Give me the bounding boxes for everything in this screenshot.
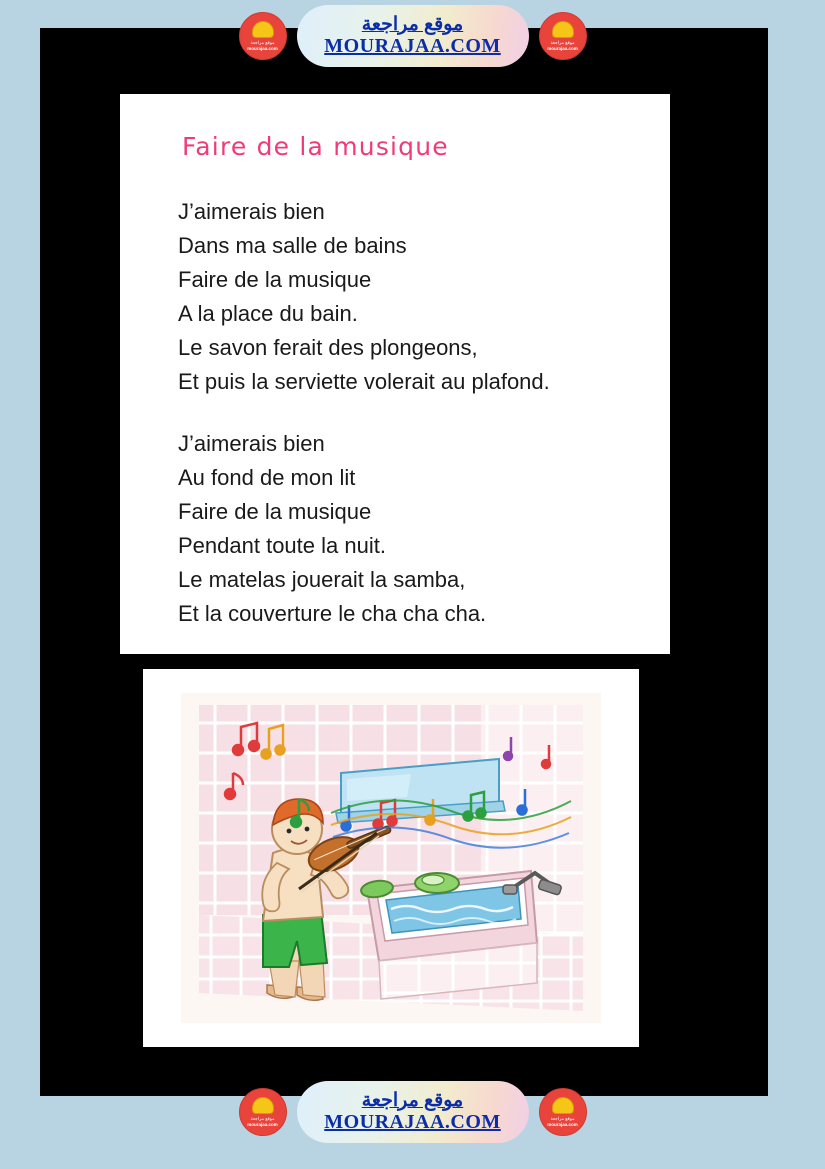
poem-line: Pendant toute la nuit. (178, 533, 386, 558)
watermark-arabic-text: موقع مراجعة (361, 1089, 464, 1111)
logo-latin-text: mourajaa.com (547, 1122, 578, 1127)
poem-line: Et la couverture le cha cha cha. (178, 601, 487, 626)
illustration-card (143, 669, 639, 1047)
poem-text-card (120, 94, 670, 654)
poem-line: Faire de la musique (178, 499, 372, 524)
poem-line: Et puis la serviette volerait au plafond. (178, 369, 550, 394)
lightbulb-icon (552, 1097, 574, 1114)
watermark-arabic-text: موقع مراجعة (361, 13, 464, 35)
logo-latin-text: mourajaa.com (247, 1122, 278, 1127)
watermark-latin-text: MOURAJAA.COM (324, 1111, 501, 1134)
page-title: Faire de la musique (182, 132, 449, 161)
poem-line: Le matelas jouerait la samba, (178, 567, 466, 592)
poem-line: A la place du bain. (178, 301, 358, 326)
logo-arabic-text: موقع مراجعة (250, 1116, 275, 1121)
illustration-image (181, 693, 601, 1023)
poem-line: Au fond de mon lit (178, 465, 356, 490)
poem-line: J’aimerais bien (178, 431, 325, 456)
logo-arabic-text: موقع مراجعة (250, 40, 275, 45)
poem-line: Dans ma salle de bains (178, 233, 407, 258)
poem-line: Le savon ferait des plongeons, (178, 335, 478, 360)
watermark-latin-text: MOURAJAA.COM (324, 35, 501, 58)
document-page (40, 28, 768, 1096)
poem-line: J’aimerais bien (178, 199, 325, 224)
logo-arabic-text: موقع مراجعة (550, 1116, 575, 1121)
poem-stanza-1 (178, 195, 640, 399)
lightbulb-icon (252, 1097, 274, 1114)
logo-arabic-text: موقع مراجعة (550, 40, 575, 45)
poem-line: Faire de la musique (178, 267, 372, 292)
logo-latin-text: mourajaa.com (547, 46, 578, 51)
logo-latin-text: mourajaa.com (247, 46, 278, 51)
poem-stanza-2 (178, 427, 640, 631)
